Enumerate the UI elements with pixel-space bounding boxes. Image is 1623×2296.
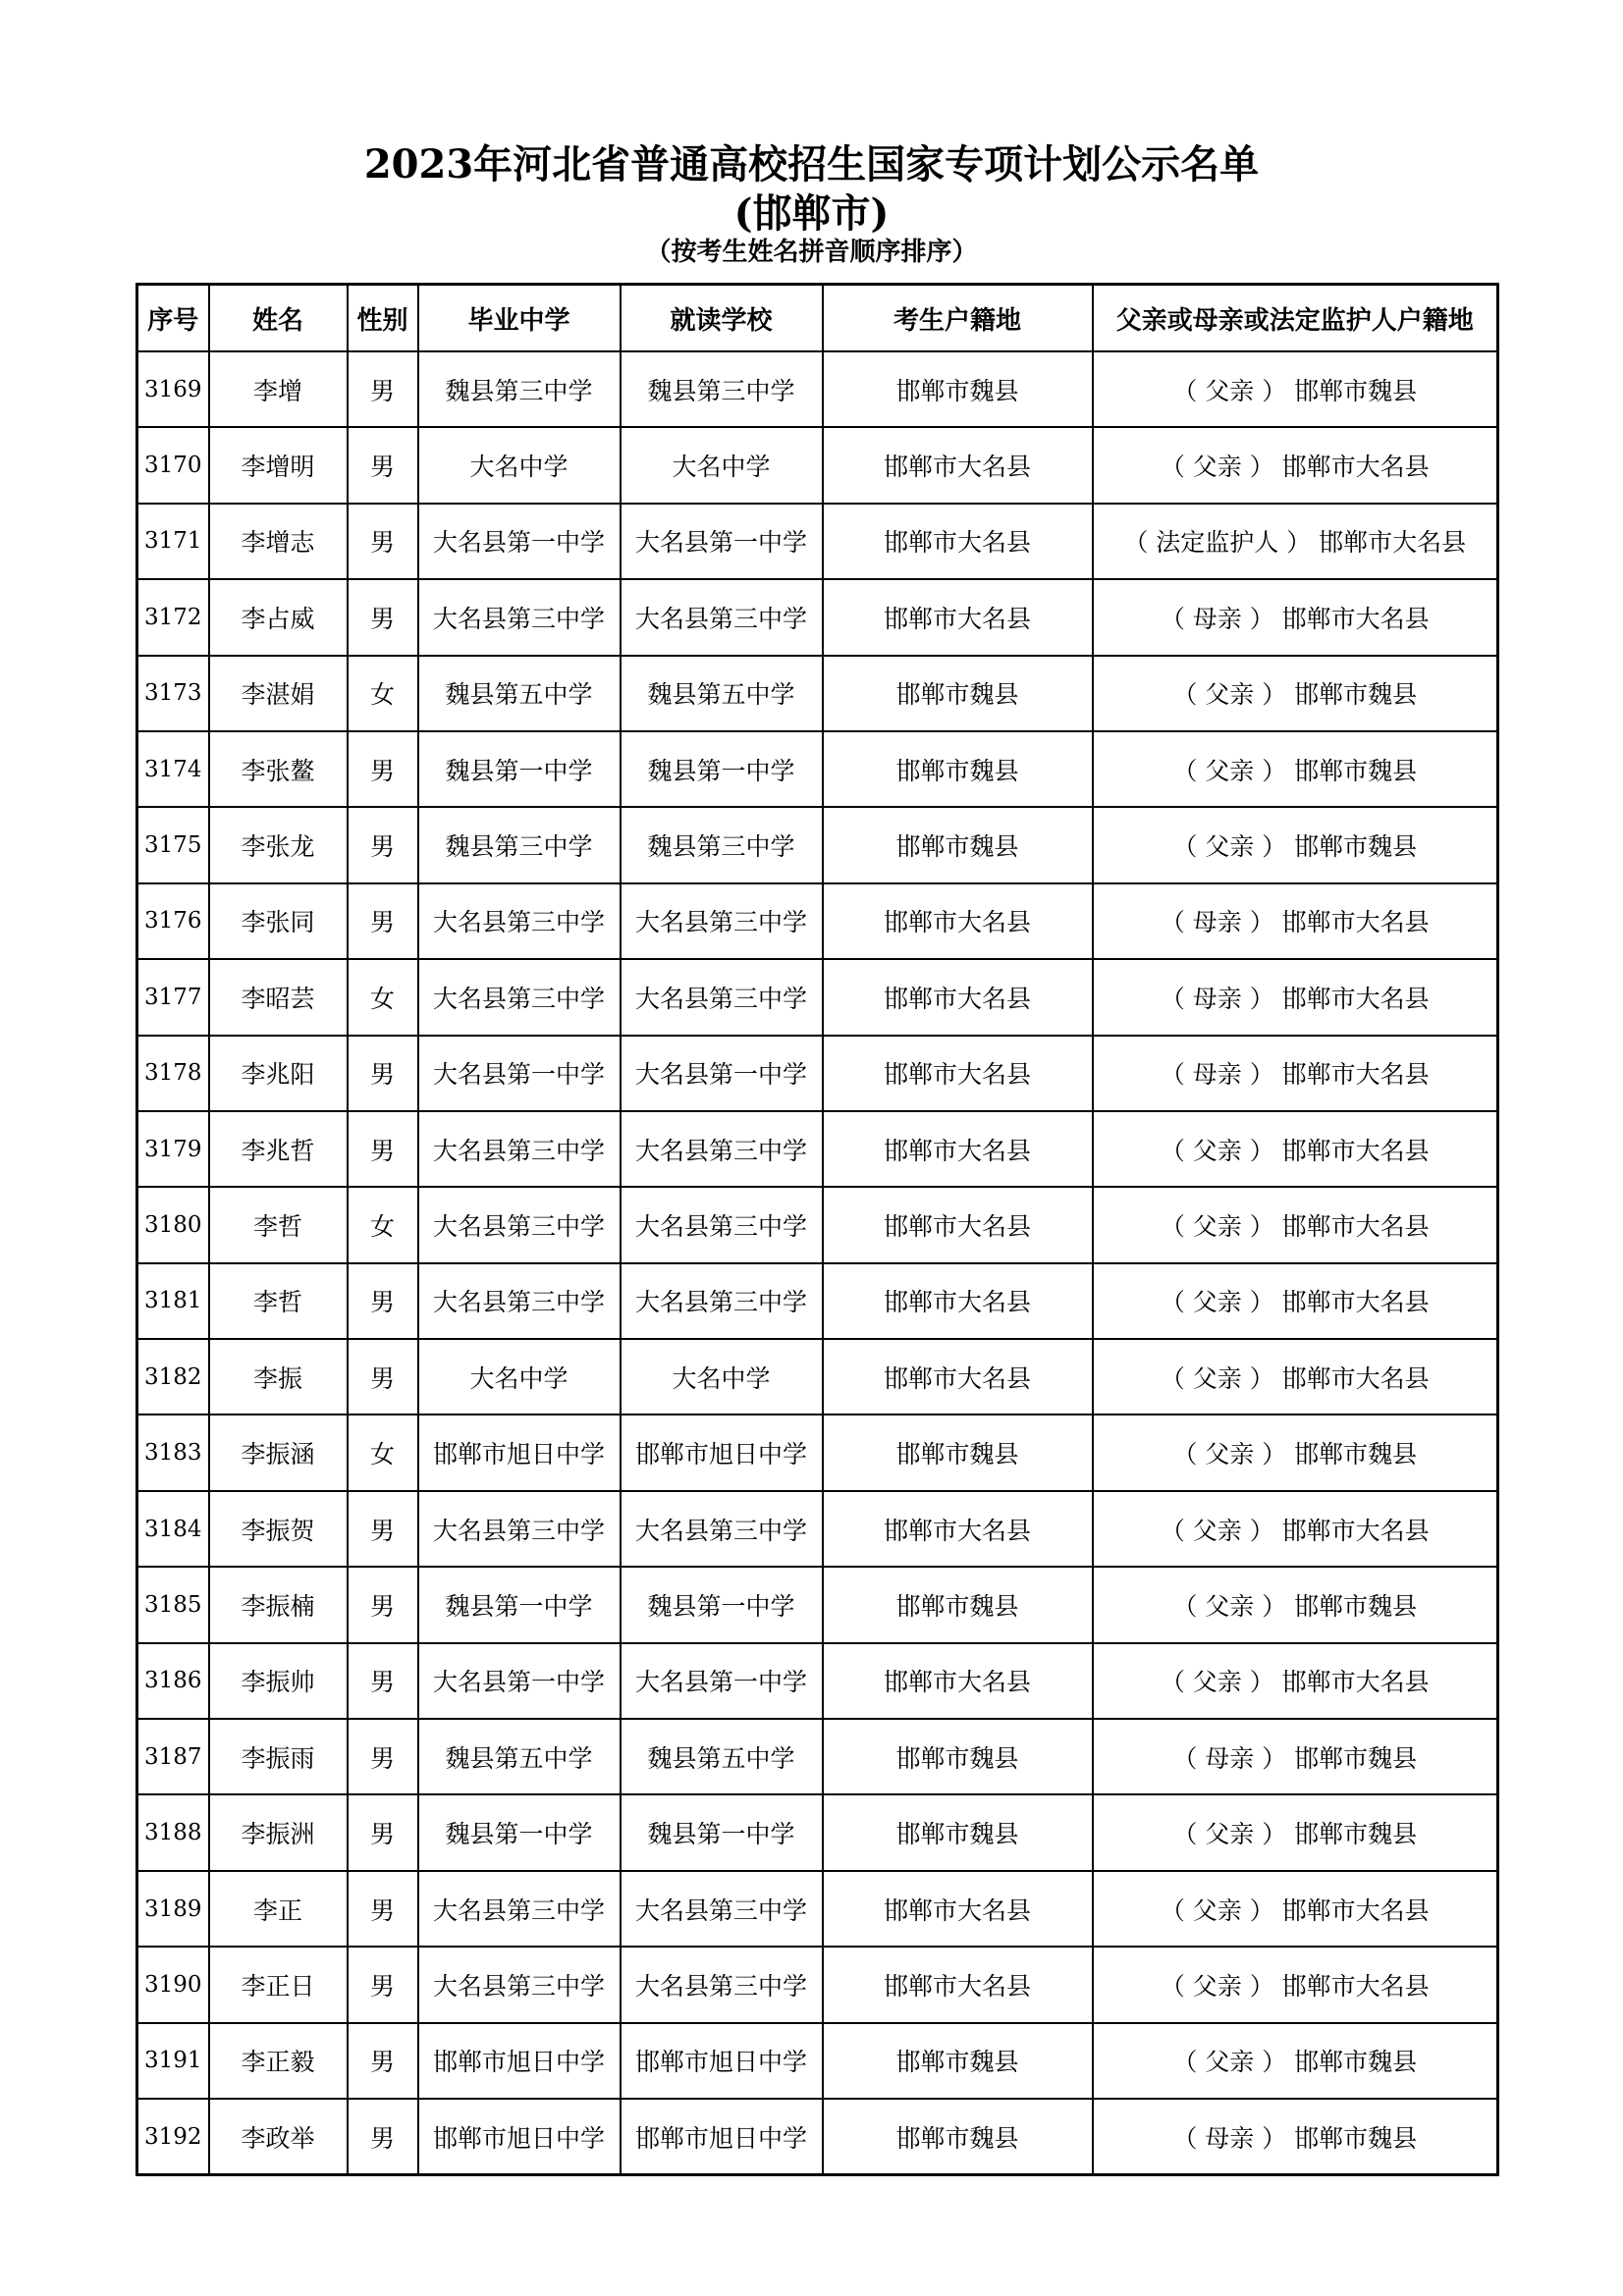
cell-residence: 邯郸市魏县 bbox=[823, 1415, 1093, 1490]
cell-current-school: 魏县第三中学 bbox=[621, 351, 823, 427]
cell-guardian-residence: （ 父亲 ） 邯郸市大名县 bbox=[1093, 1339, 1498, 1415]
cell-name: 李振 bbox=[209, 1339, 348, 1415]
cell-name: 李振贺 bbox=[209, 1491, 348, 1567]
cell-gender: 男 bbox=[348, 1719, 418, 1794]
cell-grad-school: 大名县第三中学 bbox=[418, 1187, 621, 1262]
column-header-guardian-residence: 父亲或母亲或法定监护人户籍地 bbox=[1093, 285, 1498, 352]
cell-current-school: 大名县第三中学 bbox=[621, 1263, 823, 1339]
cell-seq: 3189 bbox=[137, 1871, 209, 1947]
cell-grad-school: 邯郸市旭日中学 bbox=[418, 2023, 621, 2099]
cell-grad-school: 大名县第三中学 bbox=[418, 1263, 621, 1339]
cell-seq: 3180 bbox=[137, 1187, 209, 1262]
cell-seq: 3184 bbox=[137, 1491, 209, 1567]
cell-seq: 3171 bbox=[137, 504, 209, 579]
column-header-gender: 性别 bbox=[348, 285, 418, 352]
cell-grad-school: 魏县第一中学 bbox=[418, 731, 621, 807]
cell-residence: 邯郸市大名县 bbox=[823, 1947, 1093, 2022]
cell-guardian-residence: （ 母亲 ） 邯郸市大名县 bbox=[1093, 579, 1498, 655]
cell-current-school: 魏县第五中学 bbox=[621, 1719, 823, 1794]
cell-seq: 3182 bbox=[137, 1339, 209, 1415]
cell-current-school: 魏县第三中学 bbox=[621, 807, 823, 882]
cell-name: 李振涵 bbox=[209, 1415, 348, 1490]
cell-guardian-residence: （ 父亲 ） 邯郸市大名县 bbox=[1093, 1491, 1498, 1567]
table-row bbox=[137, 1947, 1498, 2022]
cell-gender: 女 bbox=[348, 959, 418, 1035]
cell-gender: 男 bbox=[348, 579, 418, 655]
cell-guardian-residence: （ 母亲 ） 邯郸市大名县 bbox=[1093, 883, 1498, 959]
cell-guardian-residence: （ 母亲 ） 邯郸市魏县 bbox=[1093, 2099, 1498, 2175]
cell-grad-school: 大名县第三中学 bbox=[418, 1111, 621, 1187]
cell-name: 李湛娟 bbox=[209, 656, 348, 731]
cell-current-school: 大名县第一中学 bbox=[621, 1643, 823, 1719]
cell-name: 李正日 bbox=[209, 1947, 348, 2022]
document-subtitle: (邯郸市) bbox=[733, 190, 890, 237]
cell-grad-school: 大名中学 bbox=[418, 427, 621, 503]
cell-grad-school: 大名县第三中学 bbox=[418, 579, 621, 655]
column-header-seq: 序号 bbox=[137, 285, 209, 352]
cell-current-school: 魏县第一中学 bbox=[621, 1567, 823, 1642]
cell-guardian-residence: （ 父亲 ） 邯郸市魏县 bbox=[1093, 656, 1498, 731]
cell-seq: 3181 bbox=[137, 1263, 209, 1339]
cell-grad-school: 魏县第三中学 bbox=[418, 807, 621, 882]
cell-name: 李振帅 bbox=[209, 1643, 348, 1719]
cell-guardian-residence: （ 父亲 ） 邯郸市魏县 bbox=[1093, 731, 1498, 807]
cell-gender: 男 bbox=[348, 1871, 418, 1947]
cell-gender: 男 bbox=[348, 504, 418, 579]
cell-current-school: 大名县第一中学 bbox=[621, 504, 823, 579]
cell-grad-school: 大名县第一中学 bbox=[418, 504, 621, 579]
cell-seq: 3172 bbox=[137, 579, 209, 655]
table-row bbox=[137, 1794, 1498, 1870]
cell-current-school: 大名中学 bbox=[621, 1339, 823, 1415]
cell-residence: 邯郸市魏县 bbox=[823, 731, 1093, 807]
cell-guardian-residence: （ 父亲 ） 邯郸市大名县 bbox=[1093, 427, 1498, 503]
table-row bbox=[137, 1871, 1498, 1947]
cell-name: 李哲 bbox=[209, 1263, 348, 1339]
cell-residence: 邯郸市魏县 bbox=[823, 2023, 1093, 2099]
cell-seq: 3170 bbox=[137, 427, 209, 503]
cell-guardian-residence: （ 父亲 ） 邯郸市大名县 bbox=[1093, 1947, 1498, 2022]
cell-name: 李增志 bbox=[209, 504, 348, 579]
table-row bbox=[137, 1263, 1498, 1339]
cell-residence: 邯郸市大名县 bbox=[823, 427, 1093, 503]
cell-current-school: 邯郸市旭日中学 bbox=[621, 1415, 823, 1490]
cell-guardian-residence: （ 法定监护人 ） 邯郸市大名县 bbox=[1093, 504, 1498, 579]
cell-residence: 邯郸市魏县 bbox=[823, 1794, 1093, 1870]
cell-name: 李昭芸 bbox=[209, 959, 348, 1035]
table-body bbox=[137, 351, 1498, 2175]
cell-current-school: 大名县第三中学 bbox=[621, 959, 823, 1035]
cell-current-school: 大名县第三中学 bbox=[621, 1947, 823, 2022]
cell-guardian-residence: （ 父亲 ） 邯郸市大名县 bbox=[1093, 1187, 1498, 1262]
cell-guardian-residence: （ 父亲 ） 邯郸市魏县 bbox=[1093, 1415, 1498, 1490]
cell-seq: 3173 bbox=[137, 656, 209, 731]
cell-residence: 邯郸市大名县 bbox=[823, 504, 1093, 579]
cell-current-school: 大名县第三中学 bbox=[621, 579, 823, 655]
cell-gender: 男 bbox=[348, 1491, 418, 1567]
table-row bbox=[137, 1415, 1498, 1490]
cell-guardian-residence: （ 父亲 ） 邯郸市大名县 bbox=[1093, 1111, 1498, 1187]
table-row bbox=[137, 351, 1498, 427]
table-row bbox=[137, 731, 1498, 807]
cell-grad-school: 魏县第五中学 bbox=[418, 656, 621, 731]
cell-name: 李兆阳 bbox=[209, 1036, 348, 1111]
cell-name: 李增明 bbox=[209, 427, 348, 503]
table-row bbox=[137, 1719, 1498, 1794]
cell-name: 李兆哲 bbox=[209, 1111, 348, 1187]
cell-name: 李政举 bbox=[209, 2099, 348, 2175]
cell-seq: 3190 bbox=[137, 1947, 209, 2022]
cell-gender: 男 bbox=[348, 731, 418, 807]
cell-gender: 男 bbox=[348, 1339, 418, 1415]
cell-grad-school: 大名中学 bbox=[418, 1339, 621, 1415]
cell-guardian-residence: （ 父亲 ） 邯郸市大名县 bbox=[1093, 1263, 1498, 1339]
cell-grad-school: 邯郸市旭日中学 bbox=[418, 1415, 621, 1490]
cell-name: 李增 bbox=[209, 351, 348, 427]
cell-name: 李正毅 bbox=[209, 2023, 348, 2099]
cell-grad-school: 大名县第三中学 bbox=[418, 959, 621, 1035]
cell-residence: 邯郸市魏县 bbox=[823, 1719, 1093, 1794]
cell-current-school: 魏县第五中学 bbox=[621, 656, 823, 731]
column-header-name: 姓名 bbox=[209, 285, 348, 352]
cell-current-school: 大名县第三中学 bbox=[621, 1187, 823, 1262]
table-row bbox=[137, 883, 1498, 959]
cell-gender: 男 bbox=[348, 1111, 418, 1187]
column-header-current-school: 就读学校 bbox=[621, 285, 823, 352]
cell-grad-school: 大名县第一中学 bbox=[418, 1643, 621, 1719]
cell-residence: 邯郸市魏县 bbox=[823, 1567, 1093, 1642]
cell-gender: 男 bbox=[348, 1643, 418, 1719]
cell-name: 李占威 bbox=[209, 579, 348, 655]
column-header-residence: 考生户籍地 bbox=[823, 285, 1093, 352]
cell-guardian-residence: （ 父亲 ） 邯郸市大名县 bbox=[1093, 1871, 1498, 1947]
cell-name: 李哲 bbox=[209, 1187, 348, 1262]
table-row bbox=[137, 2023, 1498, 2099]
cell-grad-school: 魏县第五中学 bbox=[418, 1719, 621, 1794]
cell-seq: 3187 bbox=[137, 1719, 209, 1794]
cell-gender: 男 bbox=[348, 807, 418, 882]
cell-current-school: 大名县第三中学 bbox=[621, 1491, 823, 1567]
cell-seq: 3176 bbox=[137, 883, 209, 959]
cell-residence: 邯郸市大名县 bbox=[823, 579, 1093, 655]
cell-name: 李张同 bbox=[209, 883, 348, 959]
cell-guardian-residence: （ 母亲 ） 邯郸市魏县 bbox=[1093, 1719, 1498, 1794]
cell-residence: 邯郸市大名县 bbox=[823, 883, 1093, 959]
cell-residence: 邯郸市大名县 bbox=[823, 1491, 1093, 1567]
column-header-grad-school: 毕业中学 bbox=[418, 285, 621, 352]
cell-guardian-residence: （ 父亲 ） 邯郸市魏县 bbox=[1093, 1567, 1498, 1642]
cell-grad-school: 大名县第三中学 bbox=[418, 1947, 621, 2022]
cell-seq: 3188 bbox=[137, 1794, 209, 1870]
cell-seq: 3179 bbox=[137, 1111, 209, 1187]
cell-residence: 邯郸市大名县 bbox=[823, 1871, 1093, 1947]
cell-seq: 3177 bbox=[137, 959, 209, 1035]
cell-residence: 邯郸市大名县 bbox=[823, 1036, 1093, 1111]
table-row bbox=[137, 1643, 1498, 1719]
cell-gender: 男 bbox=[348, 2023, 418, 2099]
cell-current-school: 邯郸市旭日中学 bbox=[621, 2099, 823, 2175]
table-header-row bbox=[137, 285, 1498, 352]
cell-residence: 邯郸市魏县 bbox=[823, 807, 1093, 882]
cell-gender: 男 bbox=[348, 2099, 418, 2175]
cell-gender: 男 bbox=[348, 1794, 418, 1870]
cell-seq: 3192 bbox=[137, 2099, 209, 2175]
cell-residence: 邯郸市大名县 bbox=[823, 1187, 1093, 1262]
cell-gender: 男 bbox=[348, 1947, 418, 2022]
cell-name: 李振楠 bbox=[209, 1567, 348, 1642]
cell-residence: 邯郸市魏县 bbox=[823, 351, 1093, 427]
cell-gender: 男 bbox=[348, 1263, 418, 1339]
cell-gender: 女 bbox=[348, 1187, 418, 1262]
cell-seq: 3191 bbox=[137, 2023, 209, 2099]
admission-list-table bbox=[135, 283, 1499, 2176]
cell-seq: 3186 bbox=[137, 1643, 209, 1719]
cell-current-school: 大名县第三中学 bbox=[621, 1871, 823, 1947]
table-row bbox=[137, 959, 1498, 1035]
cell-current-school: 大名县第三中学 bbox=[621, 1111, 823, 1187]
cell-guardian-residence: （ 母亲 ） 邯郸市大名县 bbox=[1093, 1036, 1498, 1111]
cell-guardian-residence: （ 父亲 ） 邯郸市魏县 bbox=[1093, 1794, 1498, 1870]
cell-name: 李张龙 bbox=[209, 807, 348, 882]
cell-grad-school: 大名县第一中学 bbox=[418, 1036, 621, 1111]
cell-current-school: 邯郸市旭日中学 bbox=[621, 2023, 823, 2099]
cell-gender: 女 bbox=[348, 656, 418, 731]
cell-grad-school: 邯郸市旭日中学 bbox=[418, 2099, 621, 2175]
cell-name: 李张鳌 bbox=[209, 731, 348, 807]
sort-note: （按考生姓名拼音顺序排序） bbox=[645, 238, 978, 267]
cell-residence: 邯郸市大名县 bbox=[823, 1111, 1093, 1187]
cell-current-school: 大名县第三中学 bbox=[621, 883, 823, 959]
table-row bbox=[137, 1187, 1498, 1262]
cell-residence: 邯郸市大名县 bbox=[823, 959, 1093, 1035]
cell-gender: 男 bbox=[348, 351, 418, 427]
cell-guardian-residence: （ 父亲 ） 邯郸市魏县 bbox=[1093, 351, 1498, 427]
cell-residence: 邯郸市大名县 bbox=[823, 1643, 1093, 1719]
cell-guardian-residence: （ 父亲 ） 邯郸市大名县 bbox=[1093, 1643, 1498, 1719]
table-row bbox=[137, 504, 1498, 579]
cell-name: 李振洲 bbox=[209, 1794, 348, 1870]
cell-current-school: 大名中学 bbox=[621, 427, 823, 503]
cell-residence: 邯郸市大名县 bbox=[823, 1339, 1093, 1415]
cell-grad-school: 大名县第三中学 bbox=[418, 883, 621, 959]
cell-seq: 3185 bbox=[137, 1567, 209, 1642]
cell-name: 李振雨 bbox=[209, 1719, 348, 1794]
cell-current-school: 魏县第一中学 bbox=[621, 731, 823, 807]
cell-seq: 3174 bbox=[137, 731, 209, 807]
cell-grad-school: 魏县第三中学 bbox=[418, 351, 621, 427]
table-row bbox=[137, 1036, 1498, 1111]
cell-seq: 3178 bbox=[137, 1036, 209, 1111]
table-row bbox=[137, 656, 1498, 731]
cell-residence: 邯郸市魏县 bbox=[823, 656, 1093, 731]
cell-seq: 3175 bbox=[137, 807, 209, 882]
cell-gender: 男 bbox=[348, 427, 418, 503]
cell-guardian-residence: （ 父亲 ） 邯郸市魏县 bbox=[1093, 2023, 1498, 2099]
cell-gender: 女 bbox=[348, 1415, 418, 1490]
table-row bbox=[137, 1111, 1498, 1187]
cell-grad-school: 大名县第三中学 bbox=[418, 1871, 621, 1947]
table-row bbox=[137, 1491, 1498, 1567]
table-row bbox=[137, 1567, 1498, 1642]
cell-residence: 邯郸市魏县 bbox=[823, 2099, 1093, 2175]
cell-seq: 3183 bbox=[137, 1415, 209, 1490]
table-row bbox=[137, 1339, 1498, 1415]
document-title: 2023年河北省普通高校招生国家专项计划公示名单 bbox=[363, 141, 1260, 187]
cell-gender: 男 bbox=[348, 1567, 418, 1642]
cell-residence: 邯郸市大名县 bbox=[823, 1263, 1093, 1339]
cell-gender: 男 bbox=[348, 1036, 418, 1111]
table-row bbox=[137, 427, 1498, 503]
cell-guardian-residence: （ 母亲 ） 邯郸市大名县 bbox=[1093, 959, 1498, 1035]
cell-current-school: 魏县第一中学 bbox=[621, 1794, 823, 1870]
cell-seq: 3169 bbox=[137, 351, 209, 427]
table-row bbox=[137, 2099, 1498, 2175]
cell-grad-school: 大名县第三中学 bbox=[418, 1491, 621, 1567]
cell-grad-school: 魏县第一中学 bbox=[418, 1567, 621, 1642]
cell-guardian-residence: （ 父亲 ） 邯郸市魏县 bbox=[1093, 807, 1498, 882]
cell-gender: 男 bbox=[348, 883, 418, 959]
cell-grad-school: 魏县第一中学 bbox=[418, 1794, 621, 1870]
table-row bbox=[137, 579, 1498, 655]
cell-current-school: 大名县第一中学 bbox=[621, 1036, 823, 1111]
cell-name: 李正 bbox=[209, 1871, 348, 1947]
table-row bbox=[137, 807, 1498, 882]
